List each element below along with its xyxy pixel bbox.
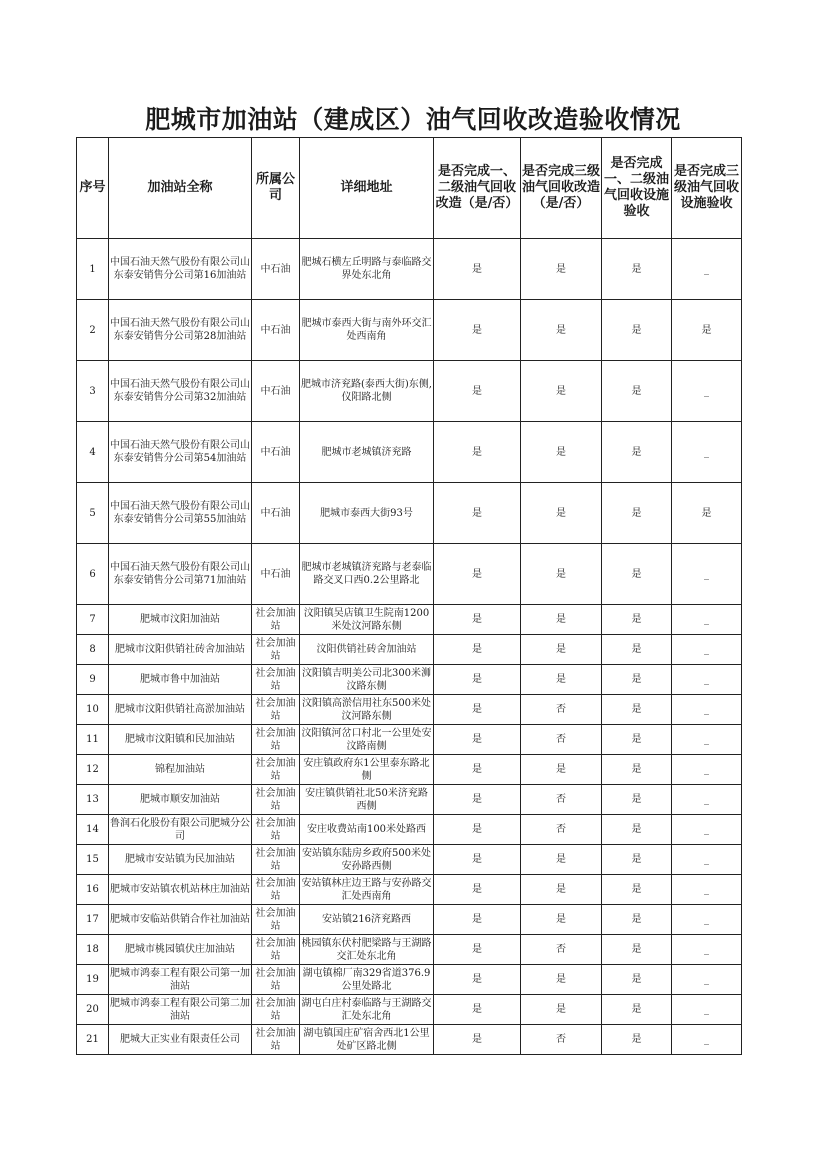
cell-stage3-retrofit: 否 (521, 935, 602, 965)
cell-stage12-acceptance: 是 (602, 483, 672, 544)
cell-name: 肥城市鸿泰工程有限公司第二加油站 (109, 995, 252, 1025)
cell-no: 3 (77, 361, 109, 422)
cell-stage12-retrofit: 是 (434, 605, 521, 635)
cell-stage12-retrofit: 是 (434, 239, 521, 300)
cell-company: 社会加油站 (252, 755, 300, 785)
cell-stage12-retrofit: 是 (434, 665, 521, 695)
cell-stage3-retrofit: 是 (521, 605, 602, 635)
cell-address: 安站镇东陆房乡政府500米处安孙路西侧 (300, 845, 434, 875)
table-row (77, 965, 742, 995)
cell-no: 6 (77, 544, 109, 605)
header-stage3-acceptance: 是否完成三级油气回收设施验收 (672, 138, 742, 239)
cell-no: 14 (77, 815, 109, 845)
table-row (77, 815, 742, 845)
cell-stage12-acceptance: 是 (602, 300, 672, 361)
cell-no: 18 (77, 935, 109, 965)
cell-stage12-retrofit: 是 (434, 1025, 521, 1055)
cell-stage12-acceptance: 是 (602, 665, 672, 695)
cell-stage3-acceptance: _ (672, 785, 742, 815)
cell-address: 汶阳镇高淤信用社东500米处汶河路东侧 (300, 695, 434, 725)
cell-address: 肥城市老城镇济兖路与老泰临路交叉口西0.2公里路北 (300, 544, 434, 605)
cell-no: 21 (77, 1025, 109, 1055)
cell-company: 中石油 (252, 239, 300, 300)
cell-stage3-acceptance: _ (672, 995, 742, 1025)
cell-no: 2 (77, 300, 109, 361)
cell-stage3-acceptance: _ (672, 422, 742, 483)
cell-stage12-retrofit: 是 (434, 875, 521, 905)
cell-stage3-retrofit: 否 (521, 1025, 602, 1055)
cell-company: 社会加油站 (252, 935, 300, 965)
table-row (77, 361, 742, 422)
table-row (77, 665, 742, 695)
cell-name: 肥城市鲁中加油站 (109, 665, 252, 695)
cell-stage12-acceptance: 是 (602, 422, 672, 483)
cell-company: 社会加油站 (252, 815, 300, 845)
cell-name: 肥城市鸿泰工程有限公司第一加油站 (109, 965, 252, 995)
header-row (77, 138, 742, 239)
cell-name: 中国石油天然气股份有限公司山东泰安销售分公司第16加油站 (109, 239, 252, 300)
cell-name: 中国石油天然气股份有限公司山东泰安销售分公司第32加油站 (109, 361, 252, 422)
table-row (77, 483, 742, 544)
cell-company: 社会加油站 (252, 635, 300, 665)
cell-company: 社会加油站 (252, 665, 300, 695)
cell-stage12-acceptance: 是 (602, 935, 672, 965)
cell-no: 8 (77, 635, 109, 665)
cell-stage12-acceptance: 是 (602, 995, 672, 1025)
cell-stage12-acceptance: 是 (602, 544, 672, 605)
cell-no: 17 (77, 905, 109, 935)
cell-address: 汶阳镇吉明美公司北300米浉汶路东侧 (300, 665, 434, 695)
cell-stage12-retrofit: 是 (434, 845, 521, 875)
cell-stage3-acceptance: _ (672, 755, 742, 785)
header-stage12-acceptance: 是否完成一、二级油气回收设施验收 (602, 138, 672, 239)
cell-company: 社会加油站 (252, 965, 300, 995)
cell-no: 13 (77, 785, 109, 815)
cell-address: 安庄镇供销社北50米济兖路西侧 (300, 785, 434, 815)
cell-address: 汶阳供销社砖舍加油站 (300, 635, 434, 665)
cell-stage3-acceptance: _ (672, 1025, 742, 1055)
cell-stage12-retrofit: 是 (434, 422, 521, 483)
cell-name: 中国石油天然气股份有限公司山东泰安销售分公司第28加油站 (109, 300, 252, 361)
cell-company: 社会加油站 (252, 695, 300, 725)
cell-no: 20 (77, 995, 109, 1025)
header-address: 详细地址 (300, 138, 434, 239)
cell-stage3-acceptance: _ (672, 725, 742, 755)
cell-stage3-acceptance: _ (672, 665, 742, 695)
table-row (77, 935, 742, 965)
cell-stage3-acceptance: _ (672, 965, 742, 995)
cell-company: 中石油 (252, 422, 300, 483)
cell-stage12-acceptance: 是 (602, 725, 672, 755)
cell-stage12-retrofit: 是 (434, 544, 521, 605)
cell-no: 10 (77, 695, 109, 725)
cell-stage3-acceptance: _ (672, 635, 742, 665)
cell-no: 15 (77, 845, 109, 875)
cell-company: 社会加油站 (252, 1025, 300, 1055)
cell-stage12-acceptance: 是 (602, 361, 672, 422)
cell-stage12-acceptance: 是 (602, 635, 672, 665)
cell-stage3-retrofit: 是 (521, 361, 602, 422)
cell-address: 桃园镇东伏村肥梁路与王湖路交汇处东北角 (300, 935, 434, 965)
cell-stage3-acceptance: _ (672, 905, 742, 935)
cell-no: 11 (77, 725, 109, 755)
cell-stage12-acceptance: 是 (602, 965, 672, 995)
table-row (77, 785, 742, 815)
cell-name: 肥城市汶阳加油站 (109, 605, 252, 635)
cell-stage12-retrofit: 是 (434, 300, 521, 361)
cell-stage12-retrofit: 是 (434, 935, 521, 965)
cell-name: 中国石油天然气股份有限公司山东泰安销售分公司第55加油站 (109, 483, 252, 544)
cell-no: 1 (77, 239, 109, 300)
cell-company: 中石油 (252, 300, 300, 361)
cell-address: 肥城市济兖路(泰西大街)东侧,仪阳路北侧 (300, 361, 434, 422)
cell-company: 社会加油站 (252, 845, 300, 875)
cell-no: 19 (77, 965, 109, 995)
cell-company: 社会加油站 (252, 905, 300, 935)
header-no: 序号 (77, 138, 109, 239)
cell-stage3-acceptance: _ (672, 815, 742, 845)
table-body (77, 239, 742, 1055)
cell-address: 湖屯镇棉厂南329省道376.9公里处路北 (300, 965, 434, 995)
cell-company: 中石油 (252, 361, 300, 422)
cell-company: 社会加油站 (252, 785, 300, 815)
cell-stage3-retrofit: 是 (521, 422, 602, 483)
table-row (77, 605, 742, 635)
cell-stage3-acceptance: _ (672, 875, 742, 905)
cell-stage3-retrofit: 是 (521, 875, 602, 905)
cell-stage3-retrofit: 否 (521, 695, 602, 725)
cell-name: 中国石油天然气股份有限公司山东泰安销售分公司第71加油站 (109, 544, 252, 605)
cell-company: 中石油 (252, 483, 300, 544)
cell-stage12-retrofit: 是 (434, 483, 521, 544)
cell-stage12-retrofit: 是 (434, 361, 521, 422)
header-company: 所属公司 (252, 138, 300, 239)
cell-stage12-acceptance: 是 (602, 785, 672, 815)
cell-address: 安站镇216济兖路西 (300, 905, 434, 935)
header-name: 加油站全称 (109, 138, 252, 239)
table-row (77, 635, 742, 665)
cell-no: 4 (77, 422, 109, 483)
cell-stage12-acceptance: 是 (602, 875, 672, 905)
cell-stage3-acceptance: _ (672, 845, 742, 875)
cell-stage12-retrofit: 是 (434, 725, 521, 755)
cell-name: 肥城市安站镇为民加油站 (109, 845, 252, 875)
cell-name: 肥城市桃园镇伏庄加油站 (109, 935, 252, 965)
cell-name: 肥城市安站镇农机站林庄加油站 (109, 875, 252, 905)
table-row (77, 1025, 742, 1055)
cell-name: 肥城市顺安加油站 (109, 785, 252, 815)
cell-stage12-retrofit: 是 (434, 965, 521, 995)
cell-stage12-acceptance: 是 (602, 845, 672, 875)
cell-address: 安庄镇政府东1公里泰东路北侧 (300, 755, 434, 785)
cell-address: 汶阳镇河岔口村北一公里处安汶路南侧 (300, 725, 434, 755)
cell-name: 肥城市安临站供销合作社加油站 (109, 905, 252, 935)
cell-name: 肥城大正实业有限责任公司 (109, 1025, 252, 1055)
cell-address: 湖屯白庄村泰临路与王湖路交汇处东北角 (300, 995, 434, 1025)
table-row (77, 544, 742, 605)
cell-stage3-retrofit: 是 (521, 635, 602, 665)
cell-stage12-acceptance: 是 (602, 905, 672, 935)
cell-address: 肥城石横左丘明路与泰临路交界处东北角 (300, 239, 434, 300)
cell-company: 社会加油站 (252, 875, 300, 905)
cell-stage3-acceptance: _ (672, 544, 742, 605)
table-row (77, 300, 742, 361)
cell-company: 中石油 (252, 544, 300, 605)
cell-name: 肥城市汶阳供销社高淤加油站 (109, 695, 252, 725)
table-row (77, 755, 742, 785)
page-title: 肥城市加油站（建成区）油气回收改造验收情况 (145, 105, 681, 134)
station-table (76, 137, 742, 1055)
cell-address: 安站镇林庄边王路与安孙路交汇处西南角 (300, 875, 434, 905)
cell-stage12-retrofit: 是 (434, 785, 521, 815)
cell-stage12-retrofit: 是 (434, 755, 521, 785)
cell-stage3-retrofit: 是 (521, 995, 602, 1025)
table-row (77, 845, 742, 875)
cell-address: 肥城市泰西大街与南外环交汇处西南角 (300, 300, 434, 361)
cell-stage3-retrofit: 是 (521, 965, 602, 995)
cell-stage3-retrofit: 是 (521, 755, 602, 785)
table-row (77, 239, 742, 300)
cell-name: 锦程加油站 (109, 755, 252, 785)
cell-stage3-retrofit: 是 (521, 665, 602, 695)
cell-stage3-acceptance: _ (672, 935, 742, 965)
header-stage12-retrofit: 是否完成一、二级油气回收改造（是/否） (434, 138, 521, 239)
cell-stage12-acceptance: 是 (602, 755, 672, 785)
cell-no: 9 (77, 665, 109, 695)
cell-stage3-retrofit: 否 (521, 725, 602, 755)
cell-stage3-acceptance: _ (672, 361, 742, 422)
table-row (77, 695, 742, 725)
cell-stage3-retrofit: 否 (521, 785, 602, 815)
cell-address: 安庄收费站南100米处路西 (300, 815, 434, 845)
cell-no: 12 (77, 755, 109, 785)
cell-company: 社会加油站 (252, 995, 300, 1025)
table-row (77, 725, 742, 755)
cell-company: 社会加油站 (252, 725, 300, 755)
cell-no: 16 (77, 875, 109, 905)
cell-stage12-retrofit: 是 (434, 635, 521, 665)
cell-stage12-acceptance: 是 (602, 1025, 672, 1055)
cell-stage12-retrofit: 是 (434, 995, 521, 1025)
header-stage3-retrofit: 是否完成三级油气回收改造（是/否） (521, 138, 602, 239)
cell-name: 肥城市汶阳镇和民加油站 (109, 725, 252, 755)
table-row (77, 422, 742, 483)
table-row (77, 875, 742, 905)
cell-stage3-acceptance: 是 (672, 483, 742, 544)
cell-company: 社会加油站 (252, 605, 300, 635)
cell-stage12-retrofit: 是 (434, 695, 521, 725)
cell-name: 中国石油天然气股份有限公司山东泰安销售分公司第54加油站 (109, 422, 252, 483)
cell-no: 7 (77, 605, 109, 635)
cell-name: 肥城市汶阳供销社砖舍加油站 (109, 635, 252, 665)
table-row (77, 905, 742, 935)
cell-stage3-retrofit: 是 (521, 483, 602, 544)
cell-stage3-acceptance: 是 (672, 300, 742, 361)
cell-stage3-retrofit: 是 (521, 300, 602, 361)
cell-no: 5 (77, 483, 109, 544)
cell-stage3-acceptance: _ (672, 239, 742, 300)
cell-stage3-retrofit: 否 (521, 815, 602, 845)
cell-stage12-acceptance: 是 (602, 815, 672, 845)
cell-address: 湖屯镇国庄矿宿舍西北1公里处矿区路北侧 (300, 1025, 434, 1055)
cell-stage3-retrofit: 是 (521, 544, 602, 605)
cell-address: 肥城市泰西大街93号 (300, 483, 434, 544)
cell-stage12-acceptance: 是 (602, 239, 672, 300)
cell-address: 汶阳镇吴店镇卫生院南1200米处汶河路东侧 (300, 605, 434, 635)
cell-stage12-acceptance: 是 (602, 695, 672, 725)
table-row (77, 995, 742, 1025)
cell-stage12-acceptance: 是 (602, 605, 672, 635)
cell-stage3-acceptance: _ (672, 605, 742, 635)
cell-stage3-acceptance: _ (672, 695, 742, 725)
cell-stage3-retrofit: 是 (521, 239, 602, 300)
cell-stage12-retrofit: 是 (434, 815, 521, 845)
cell-address: 肥城市老城镇济兖路 (300, 422, 434, 483)
cell-stage12-retrofit: 是 (434, 905, 521, 935)
cell-name: 鲁润石化股份有限公司肥城分公司 (109, 815, 252, 845)
cell-stage3-retrofit: 是 (521, 845, 602, 875)
cell-stage3-retrofit: 是 (521, 905, 602, 935)
